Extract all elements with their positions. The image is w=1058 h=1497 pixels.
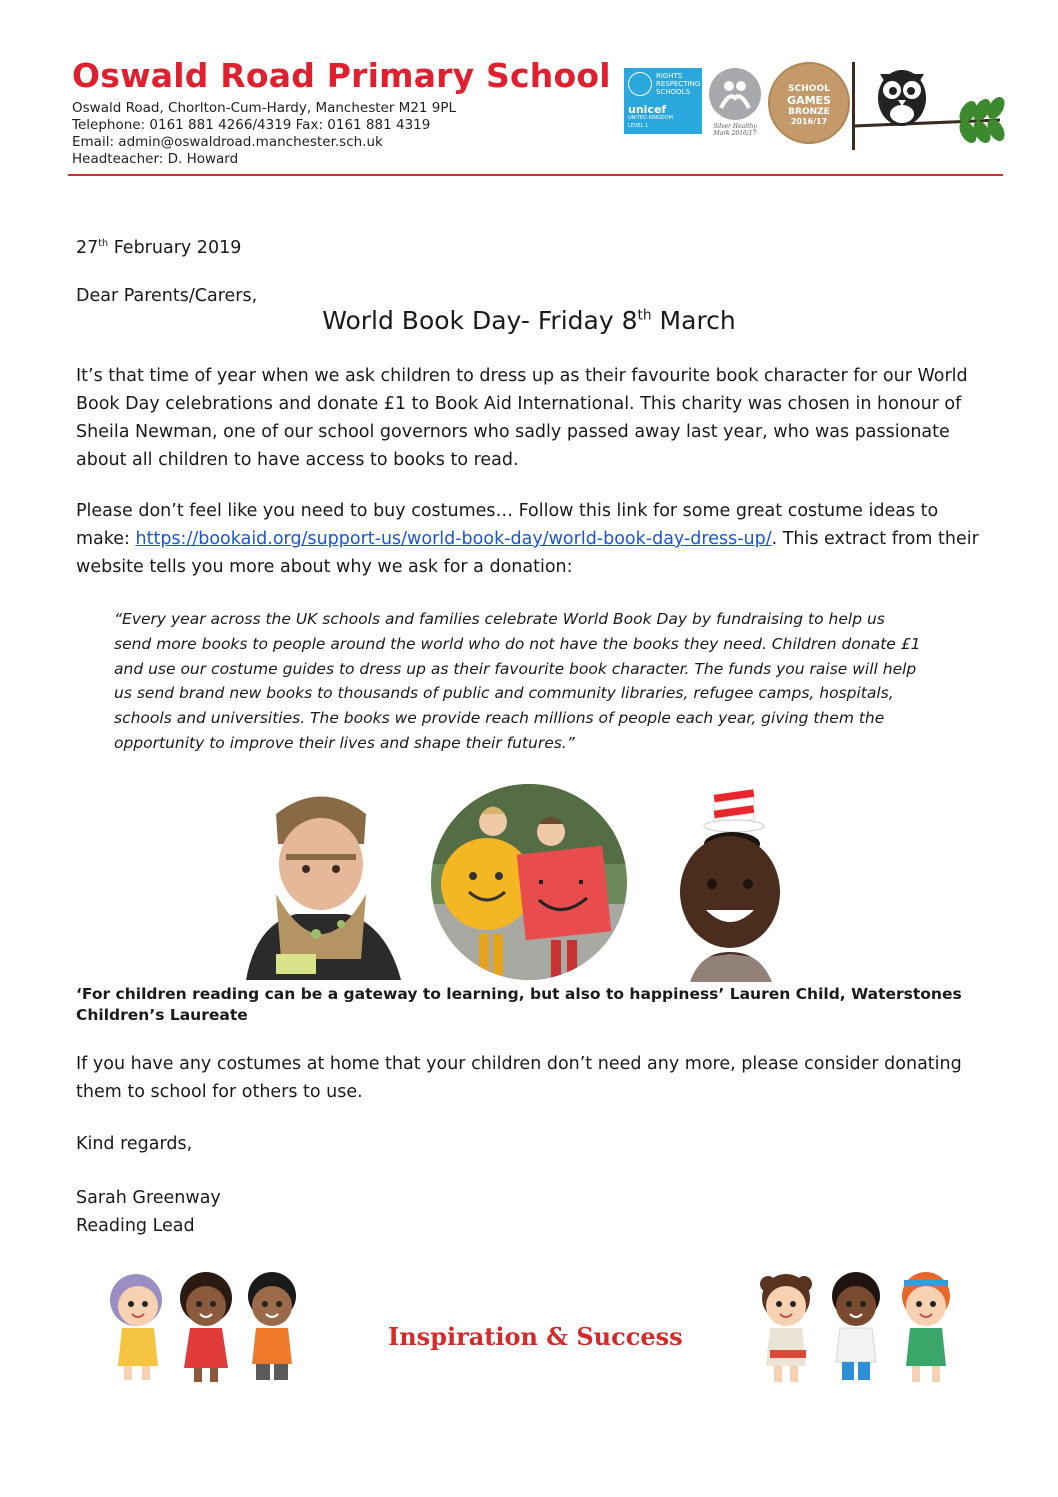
children-costumes-photo (431, 784, 627, 980)
kid-4 (760, 1274, 812, 1382)
bookaid-quote: “Every year across the UK schools and families celebrate World Book Day by fundraising to help us send more books to people around the world who do not have the books they need. Children donate £1 and use our costume guides to dress up as their favourite book character. The funds you raise will help us send brand new books to thousands of public and community libraries, refugee camps, hospitals, schools and universities. The books we provide reach millions of people each year, giving them the opportunity to improve their lives and shape their futures.” (114, 610, 921, 752)
email: Email: admin@oswaldroad.manchester.sch.uk (72, 134, 383, 150)
school-games-bronze-badge: SCHOOL GAMES BRONZE 2016/17 (768, 62, 850, 144)
letterhead-divider (68, 174, 1003, 176)
rights-respecting-schools-badge: RIGHTS RESPECTING SCHOOLS unicef UNITED KINGDOM LEVEL 1 (624, 68, 702, 134)
silver-badge-icon (709, 68, 761, 120)
letter-title: World Book Day- Friday 8th March (322, 306, 736, 335)
unicef-logo: unicef (628, 103, 667, 116)
letter-date: 27th February 2019 (76, 238, 242, 258)
owl-branch-logo (850, 60, 1010, 152)
owl-icon (878, 70, 926, 126)
costume-paragraph: Please don’t feel like you need to buy costumes… Follow this link for some great costume ideas to make: https://bookaid.org/support-us/world-book-day/world-book-day-dress-up/. This extract from their website tells you more about why we ask for a donation: (76, 501, 979, 577)
kid-3 (248, 1272, 296, 1380)
cartoon-kids-left (96, 1266, 310, 1386)
school-motto: Inspiration & Success (388, 1322, 683, 1351)
intro-paragraph: It’s that time of year when we ask children to dress up as their favourite book character for our World Book Day celebrations and donate £1 to Book Aid International. This charity was chosen in honour of Sheila Newman, one of our school governors who sadly passed away last year, who was passionate about all children to have access to books to read. (76, 366, 968, 470)
kid-2 (180, 1272, 232, 1382)
telephone: Telephone: 0161 881 4266/4319 Fax: 0161 881 4319 (72, 117, 431, 133)
cartoon-kids-right (746, 1266, 964, 1390)
bookaid-link[interactable]: https://bookaid.org/support-us/world-book-day/world-book-day-dress-up/ (135, 529, 772, 549)
laureate-quote: ‘For children reading can be a gateway to learning, but also to happiness’ Lauren Child, Waterstones Children’s Laureate (76, 985, 962, 1024)
kid-6 (902, 1272, 950, 1382)
headteacher: Headteacher: D. Howard (72, 151, 239, 167)
donation-paragraph: If you have any costumes at home that your children don’t need any more, please consider donating them to school for others to use. (76, 1054, 962, 1102)
school-name: Oswald Road Primary School (72, 56, 611, 95)
striped-hat-icon (704, 789, 764, 832)
salutation: Dear Parents/Carers, (76, 286, 258, 306)
contact-block (72, 100, 456, 168)
closing: Kind regards, (76, 1134, 193, 1154)
healthy-schools-silver-badge (708, 68, 762, 146)
boy-costume-photo (236, 784, 408, 980)
kid-1 (110, 1274, 162, 1380)
cat-in-the-hat-girl-photo (660, 782, 802, 982)
globe-icon (628, 72, 652, 96)
address: Oswald Road, Chorlton-Cum-Hardy, Manchester M21 9PL (72, 100, 457, 116)
signer-name: Sarah Greenway (76, 1188, 221, 1208)
kid-5 (832, 1272, 880, 1380)
silver-badge-caption: Silver Healthy Mark 2016/17 (713, 123, 757, 137)
signer-role: Reading Lead (76, 1216, 195, 1236)
